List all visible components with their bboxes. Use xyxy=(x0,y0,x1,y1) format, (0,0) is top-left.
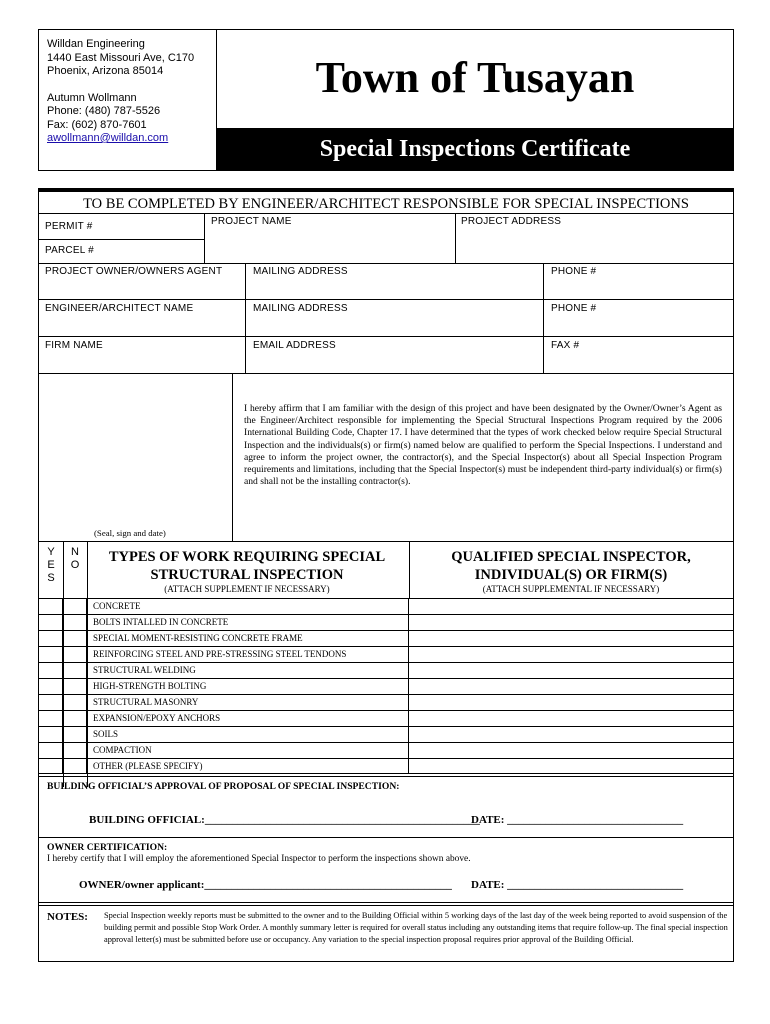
table-row xyxy=(39,614,733,630)
email-address-label: EMAIL ADDRESS xyxy=(253,340,336,351)
completion-title: TO BE COMPLETED BY ENGINEER/ARCHITECT RESPONSIBLE FOR SPECIAL INSPECTIONS xyxy=(83,196,689,212)
contact-email-link[interactable]: awollmann@willdan.com xyxy=(47,132,169,144)
seal-label: (Seal, sign and date) xyxy=(94,528,166,538)
table-row xyxy=(39,758,733,774)
owner-date-line[interactable]: DATE: ________________________________ xyxy=(471,879,684,891)
work-type-label: COMPACTION xyxy=(87,743,409,758)
owner-certification-text: I hereby certify that I will employ the aforementioned Special Inspector to perform the inspections shown above. xyxy=(47,854,471,864)
work-type-label: CONCRETE xyxy=(87,599,409,614)
types-subheading: (ATTACH SUPPLEMENT IF NECESSARY) xyxy=(164,584,330,594)
table-row xyxy=(39,678,733,694)
inspector-field[interactable] xyxy=(409,663,733,678)
project-name-label: PROJECT NAME xyxy=(211,216,292,227)
inspector-field[interactable] xyxy=(409,679,733,694)
divider xyxy=(204,213,205,263)
fax-label: FAX # xyxy=(551,340,580,351)
contact-phone: Phone: (480) 787-5526 xyxy=(47,105,161,117)
address-line-1: 1440 East Missouri Ave, C170 xyxy=(47,51,195,64)
no-letter: O xyxy=(70,559,80,571)
yes-letter: S xyxy=(47,572,55,584)
yes-checkbox[interactable] xyxy=(39,647,63,662)
notes-label: NOTES: xyxy=(47,911,88,923)
table-row xyxy=(39,742,733,758)
divider xyxy=(39,263,733,264)
engineer-name-label: ENGINEER/ARCHITECT NAME xyxy=(45,303,194,314)
yes-checkbox[interactable] xyxy=(39,615,63,630)
work-type-label: BOLTS INTALLED IN CONCRETE xyxy=(87,615,409,630)
letterhead xyxy=(38,29,734,171)
town-title: Town of Tusayan xyxy=(315,53,635,102)
inspector-field[interactable] xyxy=(409,695,733,710)
yes-checkbox[interactable] xyxy=(39,679,63,694)
inspector-field[interactable] xyxy=(409,599,733,614)
permit-label: PERMIT # xyxy=(45,221,93,232)
notes-text: Special Inspection weekly reports must be submitted to the owner and to the Building Official within 5 working days of the last day of the week being reported to avoid suspension of the building permit and possible Stop Work Order. A monthly summary letter is required for overall status including any outstanding items that require follow-up. The final special inspection approval letter(s) must be submitted before use or occupancy. Any variation to the special inspection proposal requires prior approval of the Building Official. xyxy=(104,911,728,945)
divider xyxy=(39,773,733,774)
divider xyxy=(39,213,733,214)
no-checkbox[interactable] xyxy=(63,743,87,758)
contact-fax: Fax: (602) 870-7601 xyxy=(47,118,147,131)
work-type-label: HIGH-STRENGTH BOLTING xyxy=(87,679,409,694)
firm-name-label: FIRM NAME xyxy=(45,340,103,351)
work-type-label: EXPANSION/EPOXY ANCHORS xyxy=(87,711,409,726)
divider xyxy=(39,776,733,777)
yes-letter: Y xyxy=(47,546,55,558)
divider xyxy=(455,213,456,263)
no-checkbox[interactable] xyxy=(63,647,87,662)
phone-label: PHONE # xyxy=(551,303,597,314)
work-type-label: STRUCTURAL MASONRY xyxy=(87,695,409,710)
no-checkbox[interactable] xyxy=(63,711,87,726)
mailing-address-label: MAILING ADDRESS xyxy=(253,303,348,314)
divider xyxy=(39,837,733,838)
no-checkbox[interactable] xyxy=(63,599,87,614)
phone-label: PHONE # xyxy=(551,266,597,277)
building-official-date-line[interactable]: DATE: ________________________________ xyxy=(471,814,684,826)
yes-checkbox[interactable] xyxy=(39,711,63,726)
inspector-field[interactable] xyxy=(409,711,733,726)
qualified-subheading: (ATTACH SUPPLEMENTAL IF NECESSARY) xyxy=(482,584,660,594)
yes-checkbox[interactable] xyxy=(39,759,63,774)
owner-certification-title: OWNER CERTIFICATION: xyxy=(47,842,168,853)
divider xyxy=(39,902,733,903)
work-type-label: SPECIAL MOMENT-RESISTING CONCRETE FRAME xyxy=(87,631,409,646)
divider xyxy=(245,263,246,373)
affirmation-text: I hereby affirm that I am familiar with the design of this project and have been designated by the Owner/Owner’s Agent as the Engineer/Architect responsible for implementing the Special Structural Inspections Program required by the 2006 International Building Code, Chapter 17. I have determined that the types of work checked below require Special Structural Inspection and the individuals(s) or firm(s) named below are qualified to perform the Special Inspections. I understand and agree to inform the project owner, the contractor(s), and the Special Inspector(s) about all Special Inspection Program requirements and limitations, including that the Special Inspector(s) must be independent third-party individual(s) or firm(s) and shall not be the installing contractor(s). xyxy=(244,403,722,488)
owner-agent-label: PROJECT OWNER/OWNERS AGENT xyxy=(45,266,223,277)
address-line-2: Phoenix, Arizona 85014 xyxy=(47,65,164,77)
divider xyxy=(543,263,544,373)
yes-checkbox[interactable] xyxy=(39,631,63,646)
no-checkbox[interactable] xyxy=(63,759,87,774)
certificate-subtitle: Special Inspections Certificate xyxy=(217,128,733,170)
types-heading: TYPES OF WORK REQUIRING SPECIAL STRUCTURAL INSPECTION xyxy=(108,549,386,583)
divider xyxy=(39,905,733,906)
yes-checkbox[interactable] xyxy=(39,695,63,710)
table-row xyxy=(39,694,733,710)
yes-checkbox[interactable] xyxy=(39,663,63,678)
inspector-field[interactable] xyxy=(409,647,733,662)
company-name: Willdan Engineering xyxy=(47,38,145,50)
approval-title: BUILDING OFFICIAL’S APPROVAL OF PROPOSAL OF SPECIAL INSPECTION: xyxy=(47,781,400,792)
mailing-address-label: MAILING ADDRESS xyxy=(253,266,348,277)
divider xyxy=(39,299,733,300)
table-row xyxy=(39,710,733,726)
table-row xyxy=(39,646,733,662)
owner-signature-line[interactable]: OWNER/owner applicant:_____________________________________________ xyxy=(79,879,452,891)
no-checkbox[interactable] xyxy=(63,615,87,630)
table-row xyxy=(39,598,733,614)
inspector-field[interactable] xyxy=(409,631,733,646)
work-type-label: SOILS xyxy=(87,727,409,742)
contact-name: Autumn Wollmann xyxy=(47,91,137,104)
inspector-field[interactable] xyxy=(409,759,733,774)
work-type-label: REINFORCING STEEL AND PRE-STRESSING STEEL TENDONS xyxy=(87,647,409,662)
divider xyxy=(232,373,233,541)
no-letter: N xyxy=(71,546,79,558)
yes-letter: E xyxy=(47,559,55,571)
divider xyxy=(39,336,733,337)
certificate-form xyxy=(38,188,734,962)
no-checkbox[interactable] xyxy=(63,679,87,694)
contact-block xyxy=(39,30,217,170)
inspector-field[interactable] xyxy=(409,743,733,758)
yes-checkbox[interactable] xyxy=(39,727,63,742)
divider xyxy=(39,541,733,542)
parcel-label: PARCEL # xyxy=(45,245,94,256)
no-checkbox[interactable] xyxy=(63,695,87,710)
no-checkbox[interactable] xyxy=(63,727,87,742)
no-checkbox[interactable] xyxy=(63,631,87,646)
no-checkbox[interactable] xyxy=(63,663,87,678)
work-type-label: STRUCTURAL WELDING xyxy=(87,663,409,678)
inspector-field[interactable] xyxy=(409,727,733,742)
work-types-table xyxy=(39,598,733,774)
table-row xyxy=(39,726,733,742)
form-top-rule xyxy=(39,189,733,192)
divider xyxy=(39,239,204,240)
table-row xyxy=(39,630,733,646)
qualified-heading: QUALIFIED SPECIAL INSPECTOR, INDIVIDUAL(S) OR FIRM(S) xyxy=(451,549,691,583)
divider xyxy=(39,373,733,374)
yes-checkbox[interactable] xyxy=(39,599,63,614)
inspector-field[interactable] xyxy=(409,615,733,630)
yes-checkbox[interactable] xyxy=(39,743,63,758)
work-type-label: OTHER (PLEASE SPECIFY) xyxy=(87,759,409,774)
table-row xyxy=(39,662,733,678)
building-official-signature-line[interactable]: BUILDING OFFICIAL:__________________________________________________ xyxy=(89,814,480,826)
project-address-label: PROJECT ADDRESS xyxy=(461,216,562,227)
